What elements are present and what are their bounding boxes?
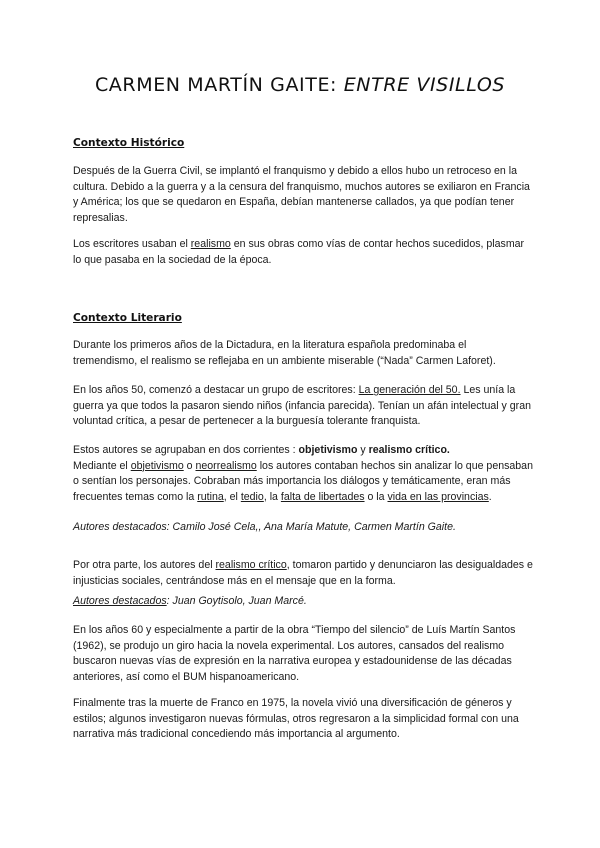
term-falta-libertades: falta de libertades [280,490,365,503]
historico-paragraph-2 [73,237,533,268]
page-title [0,74,600,96]
text-run: los autores contaban hechos sin analizar lo que pensaban o sentían los personajes. Cobraban más importancia los diálogos y temáticamente, eran más frecuentes temas como la [73,459,533,503]
autores-destacados-1: Autores destacados: Camilo José Cela,, Ana María Matute, Carmen Martín Gaite. [73,521,456,533]
text-run: o [183,459,196,472]
autores-list: : Juan Goytisolo, Juan Marcé. [166,595,307,607]
term-neorrealismo: neorrealismo [195,459,257,472]
heading-contexto-historico: Contexto Histórico [73,137,185,149]
term-objetivismo: objetivismo [130,459,184,472]
title-main: CARMEN MARTÍN GAITE: [94,74,344,96]
term-generacion-50: La generación del 50. [358,384,461,396]
text-run: Estos autores se agrupaban en dos corrientes : [73,444,299,456]
text-run: Por otra parte, los autores del [73,559,216,571]
text-run: Mediante el [73,459,131,472]
term-tedio: tedio [240,490,264,503]
heading-contexto-literario: Contexto Literario [73,312,182,324]
term-vida-provincias: vida en las provincias [387,490,489,503]
text-run: en sus obras como vías de contar hechos sucedidos, plasmar lo que pasaba en la sociedad de la época. [73,238,525,266]
literario-paragraph-4 [73,558,533,589]
text-run: Los escritores usaban el [73,238,191,250]
literario-paragraph-1: Durante los primeros años de la Dictadura, en la literatura española predominaba el tremendismo, el realismo se reflejaba en un ambiente miserable (“Nada” Carmen Laforet). [73,339,496,367]
text-run: o la [364,490,388,503]
term-realismo: realismo [190,238,231,250]
historico-paragraph-1: Después de la Guerra Civil, se implantó el franquismo y debido a ellos hubo un retroceso en la cultura. Debido a la guerra y a la censura del franquismo, muchos autores se exiliaron en Francia y América; los que se quedaron en España, debían mantenerse callados, ya que podían tener represalias. [73,165,530,224]
text-run: , tomaron partido y denunciaron las desigualdades e injusticias sociales, centrándose más en el mensaje que en la forma. [73,559,533,587]
term-realismo-critico-bold: realismo crítico. [368,444,450,456]
term-objetivismo-bold: objetivismo [298,444,358,456]
term-rutina: rutina [197,490,224,503]
term-realismo-critico: realismo crítico [215,559,287,571]
autores-destacados-2 [73,594,533,610]
text-run: , el [223,490,241,503]
text-run: En los años 50, comenzó a destacar un grupo de escritores: [73,384,359,396]
literario-paragraph-2 [73,383,533,430]
title-italic: ENTRE VISILLOS [343,74,506,96]
text-run: Les unía la guerra ya que todos la pasaron siendo niños (infancia parecida). Tenían un afán intelectual y gran voluntad crítica, a pesar de pertenecer a la burguesía tolerante franquista. [73,384,531,428]
text-run: , la [263,490,281,503]
literario-paragraph-6: Finalmente tras la muerte de Franco en 1975, la novela vivió una diversificación de géneros y estilos; algunos investigaron nuevas fórmulas, otros regresaron a la simplicidad formal con una narrativa más tradicional concediendo más importancia al argumento. [73,697,519,741]
autores-label: Autores destacados [73,595,167,607]
literario-paragraph-3 [73,443,533,505]
text-run: y [357,444,369,456]
text-run: . [488,490,492,503]
literario-paragraph-5: En los años 60 y especialmente a partir de la obra “Tiempo del silencio” de Luís Martín Santos (1962), se produjo un giro hacia la novela experimental. Los autores, cansados del realismo buscaron nuevas vías de expresión en la narrativa europea y estadounidense de las décadas anteriores, así como el BUM hispanoamericano. [73,624,516,683]
